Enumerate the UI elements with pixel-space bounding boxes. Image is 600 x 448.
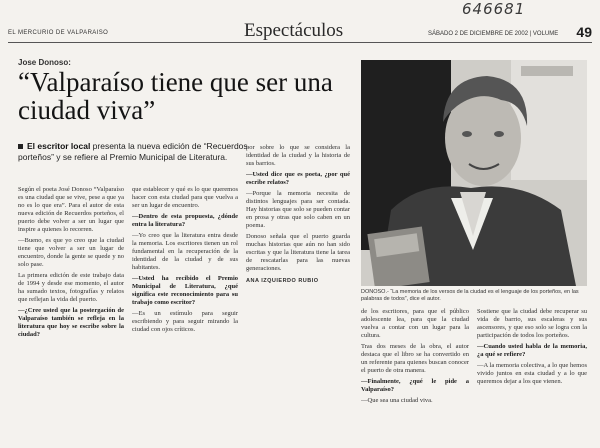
- paragraph: —Yo creo que la literatura entra desde la memoria. Los escritores tienen un rol fundamental en la recuperación de la identidad de la ciudad y de sus habitantes.: [132, 232, 238, 271]
- deck-bullet-icon: [18, 144, 23, 149]
- paragraph: de los escritores, para que el público adolescente lea, para que la ciudad vuelva a contar con un lugar para la cultura.: [361, 308, 469, 339]
- interview-subject: Jose Donoso:: [18, 58, 71, 67]
- author-photo: [361, 60, 587, 286]
- paragraph: Según el poeta José Donoso “Valparaíso es una ciudad que se vive, pese a que ya no es lo que era”. Para el autor de esta nueva edición de Recuerdos porteños, el puerto debe volver a ser un lugar que inspire a quienes lo recorren.: [18, 186, 124, 233]
- paragraph: por sobre lo que se considera la identidad de la ciudad y la historia de sus barrios.: [246, 144, 350, 167]
- question: —Usted dice que es poeta, ¿por qué escribe relatos?: [246, 171, 350, 186]
- article-column-5: [477, 308, 587, 444]
- question: —Cuando usted habla de la memoria, ¿a qué se refiere?: [477, 343, 587, 358]
- author-credit: ANA IZQUIERDO RUBIO: [246, 278, 319, 284]
- article-column-2: [132, 186, 238, 444]
- question: —Finalmente, ¿qué le pide a Valparaíso?: [361, 378, 469, 393]
- photo-caption: DONOSO.- “La memoria de los versos de la ciudad es el lenguaje de los porteños, en las palabras de todos”, dice el autor.: [361, 289, 579, 302]
- headline: “Valparaíso tiene que ser una ciudad viva”: [18, 67, 333, 125]
- deck-text: presenta la nueva edición de “Recuerdos porteños” y se refiere al Premio Municipal de Literatura.: [18, 141, 248, 162]
- issue-date: SÁBADO 2 DE DICIEMBRE DE 2002 | VOLUME: [428, 31, 559, 37]
- article-column-1: [18, 186, 124, 444]
- paragraph: —Bueno, es que yo creo que la ciudad tiene que volver a ser un lugar de encuentro, donde la gente se quede y no solo pase.: [18, 237, 124, 268]
- newspaper-name: EL MERCURIO DE VALPARAISO: [8, 30, 109, 36]
- paragraph: —Que sea una ciudad viva.: [361, 397, 433, 404]
- article-column-4: [361, 308, 469, 444]
- paragraph: que establecer y qué es lo que queremos hacer con esta ciudad para que vuelva a ser un lugar de encuentro.: [132, 186, 238, 209]
- article-column-3: [246, 144, 350, 444]
- question: —Dentro de esta propuesta, ¿dónde entra la literatura?: [132, 213, 238, 228]
- masthead: [8, 20, 592, 43]
- question: —Usted ha recibido el Premio Municipal de Literatura, ¿qué significa este reconocimiento para su trabajo como escritor?: [132, 275, 238, 306]
- paragraph: Tras dos meses de la obra, el autor destaca que el libro se ha convertido en un referente para quienes buscan conocer el puerto de otra manera.: [361, 343, 469, 374]
- question: —¿Cree usted que la postergación de Valparaíso también se refleja en la literatura que hoy se escribe sobre la ciudad?: [18, 307, 124, 338]
- paragraph: —A la memoria colectiva, a lo que hemos vivido juntos en esta ciudad y a lo que queremos dejar a los que vienen.: [477, 362, 587, 385]
- paragraph: —Porque la memoria necesita de distintos lenguajes para ser contada. Hay historias que solo se pueden contar en prosa y otras que solo caben en un poema.: [246, 190, 350, 229]
- paragraph: Sostiene que la ciudad debe recuperar su vida de barrio, sus escaleras y sus ascensores, y que eso solo se logra con la participación de todos los porteños.: [477, 308, 587, 339]
- deck: [18, 141, 248, 163]
- page-number: 49: [576, 24, 592, 40]
- paragraph: Donoso señala que el puerto guarda muchas historias que aún no han sido escritas y que la literatura tiene la tarea de rescatarlas para las nuevas generaciones.: [246, 233, 350, 272]
- deck-lead: El escritor local: [27, 141, 91, 151]
- handwritten-note: 646681: [462, 0, 526, 18]
- section-title: Espectáculos: [244, 20, 344, 41]
- paragraph: La primera edición de este trabajo data de 1994 y desde ese momento, el autor ha sumado textos, fotografías y relatos que reflejan la vida del puerto.: [18, 272, 124, 303]
- paragraph: —Es un estímulo para seguir escribiendo y para seguir mirando la ciudad con ojos críticos.: [132, 310, 238, 333]
